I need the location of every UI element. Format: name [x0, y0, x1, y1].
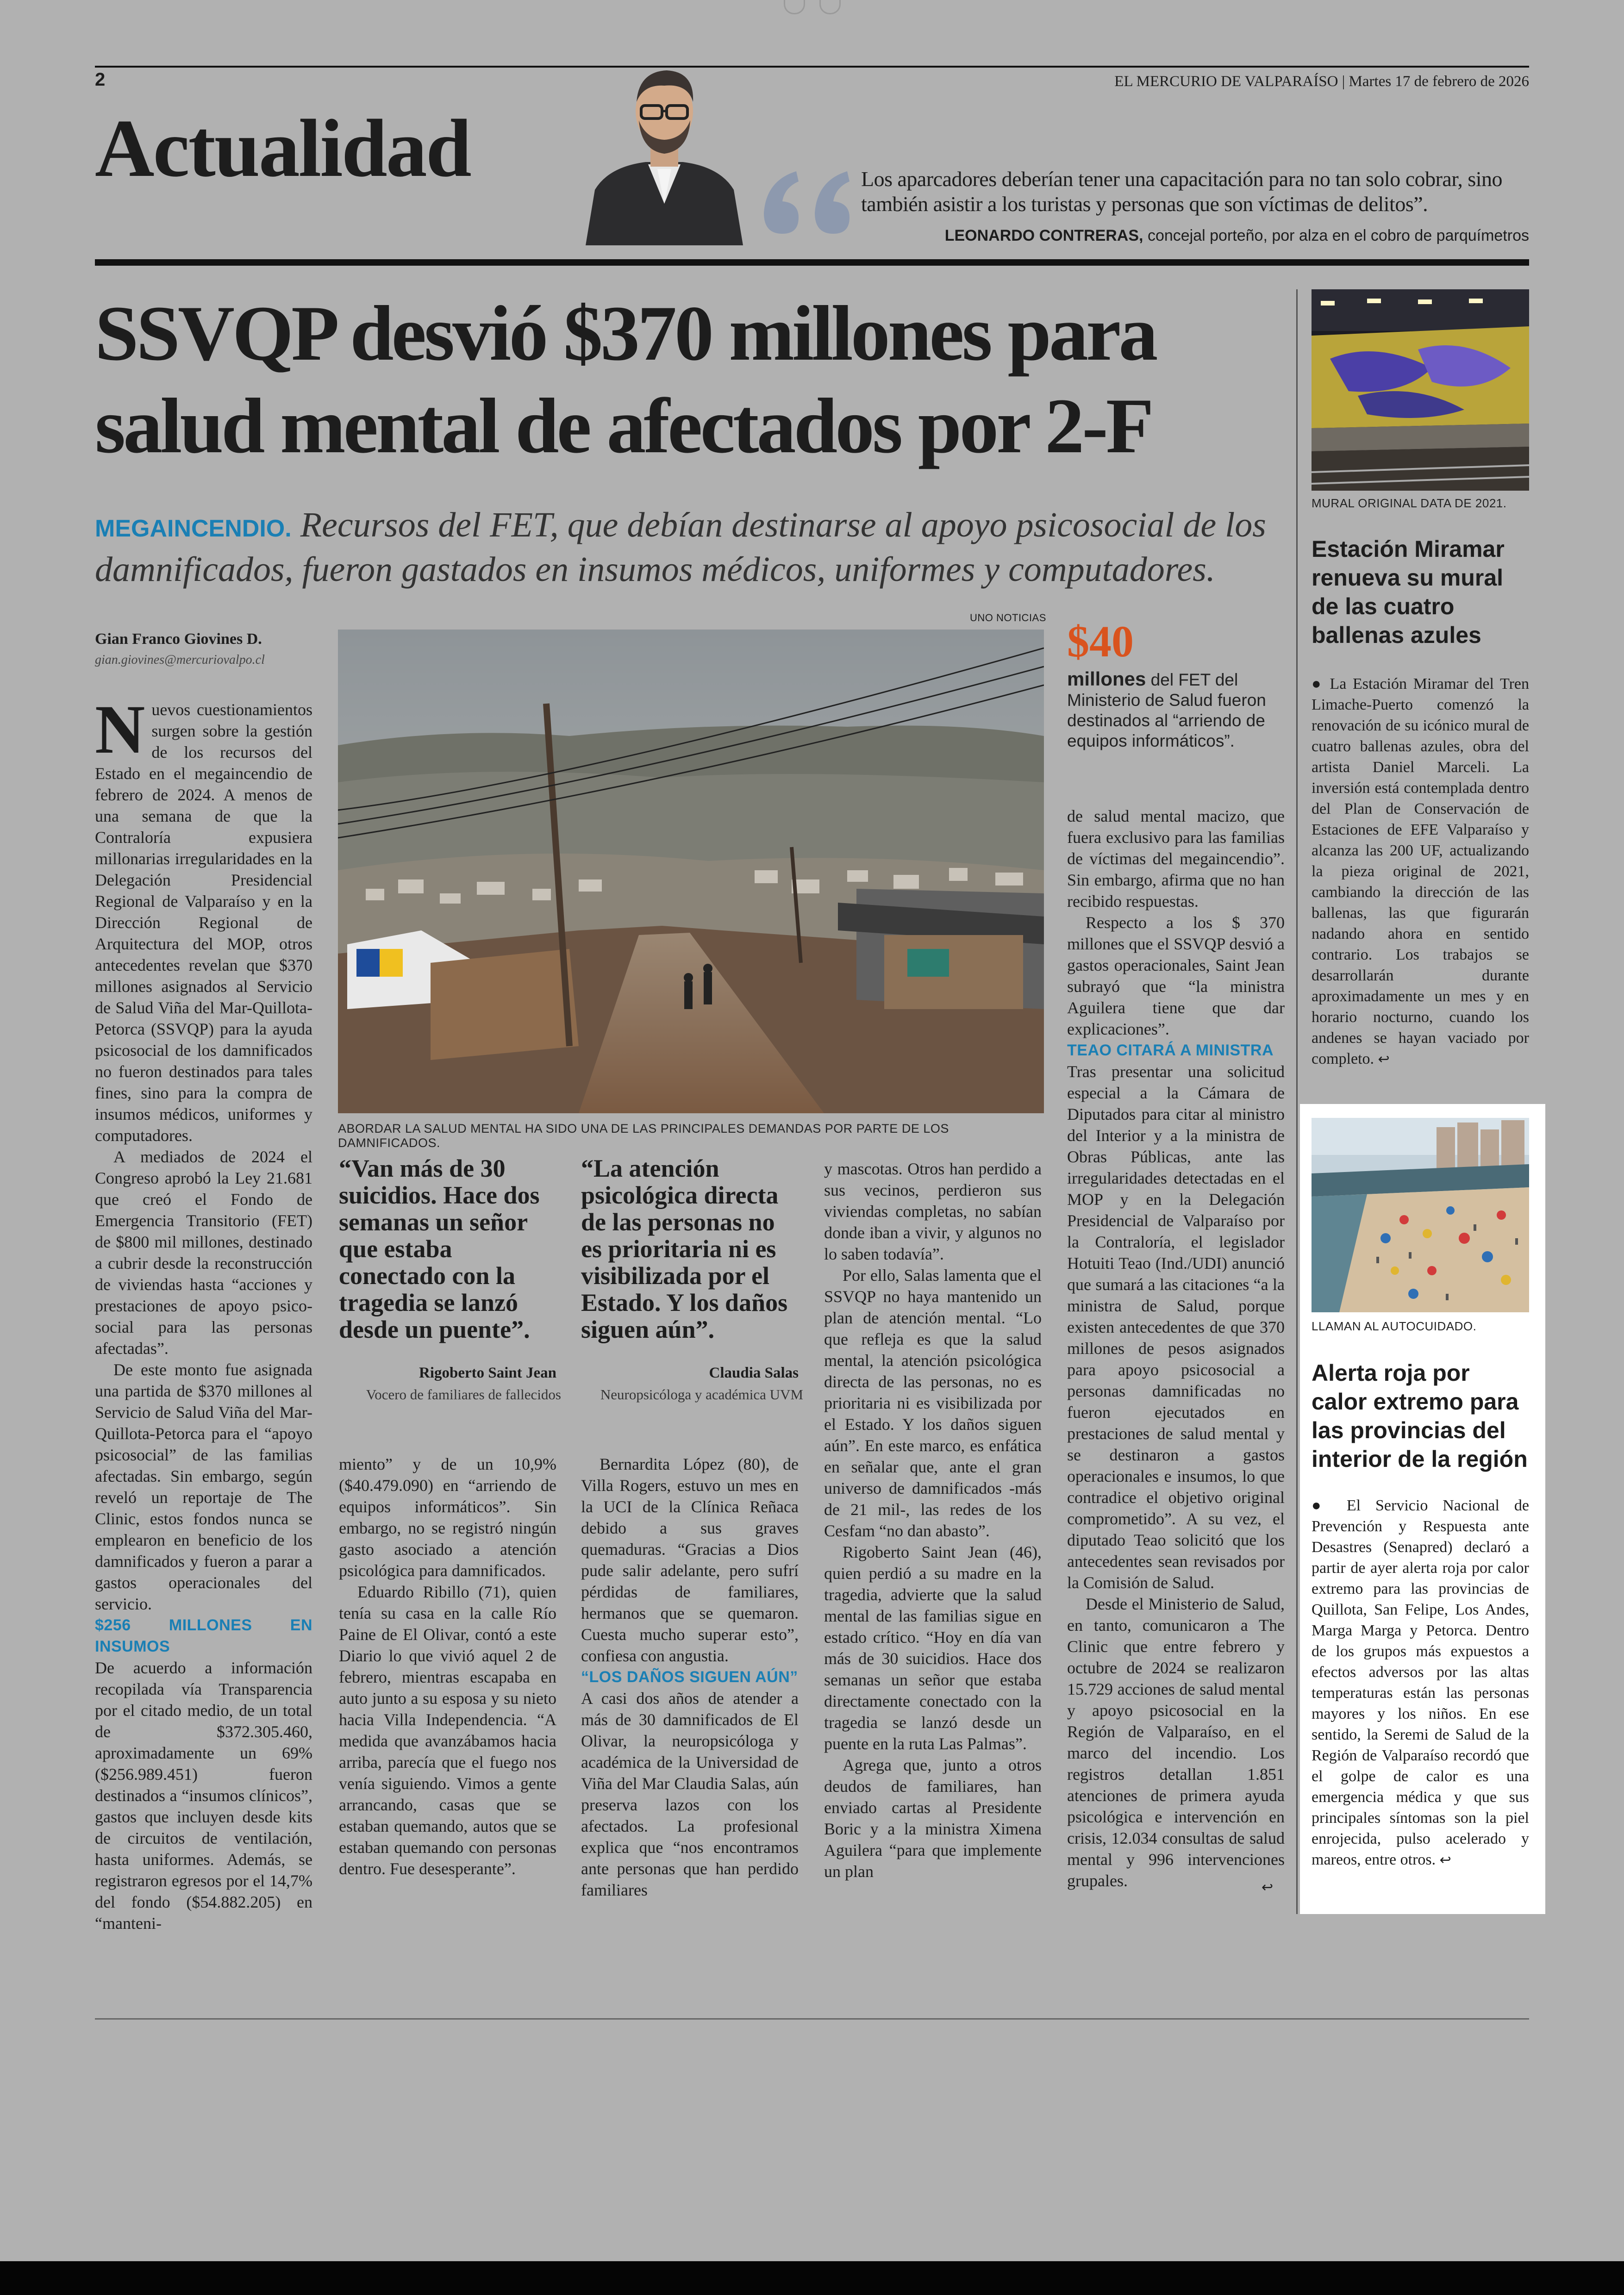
article-column-2	[339, 1453, 556, 1879]
col4-paragraph-1: y mascotas. Otros han perdido a sus vecinos, perdieron sus viviendas completas, no sabían donde iban a vivir, y algunos no lo saben todavía”.	[824, 1160, 1042, 1263]
col5-paragraph-1: de salud mental macizo, que fuera exclusivo para las familias de víctimas del megaincendio”. Sin embargo, afirma que no han recibido respuestas.	[1067, 807, 1285, 911]
subhead-danos: “LOS DAÑOS SIGUEN AÚN”	[581, 1668, 798, 1686]
sidebar2-text: El Servicio Nacional de Prevención y Respuesta ante Desastres (Senapred) declaró a partir de ayer alerta roja por calor extremo para las provincias de Quillota, San Felipe, Los Andes, Marga Marga y Petorca. Dentro de los grupos más expuestos a efectos adversos por las altas temperaturas están las personas mayores y los niños. En ese sentido, la Seremi de Salud de la Región de Valparaíso recordó que el golpe de calor es una emergencia médica y que sus principales síntomas son la piel enrojecida, pulso acelerado y mareos, entre otros.	[1312, 1497, 1529, 1868]
article-column-4	[824, 1158, 1042, 1882]
bullet-icon: ●	[1312, 675, 1330, 692]
mural-caption: MURAL ORIGINAL DATA DE 2021.	[1312, 496, 1507, 510]
end-mark-icon: ↩	[1262, 1879, 1274, 1896]
main-deck	[95, 505, 1299, 590]
col5-paragraph-3: Tras presentar una solicitud especial a la Cámara de Diputados para citar al ministro del Interior y a la ministra de Obras Públicas, ante las irregularidades detectadas en el MOP y en la Delegación Presidencial de Valparaíso por la Contraloría, el legislador Hotuiti Teao (Ind./UDI) anunció que sumará a las citaciones “a la ministra de Salud, porque existen antecedentes de que 370 millones de pesos asignados para apoyo psicosocial a personas damnificadas no fueron ejecutados en prestaciones de salud mental y se destinaron a gastos operacionales e insumos, lo que contradice el objetivo original comprometido”. A su vez, el diputado Teao solicitó que los antecedentes sean revisados por la Comisión de Salud.	[1067, 1062, 1285, 1592]
header-quote: Los aparcadores deberían tener una capacitación para no tan solo cobrar, sino también asistir a los turistas y personas que son víctimas de delitos”.	[861, 167, 1503, 216]
publication-date: EL MERCURIO DE VALPARAÍSO | Martes 17 de febrero de 2026	[1114, 73, 1529, 90]
stat-block	[1067, 669, 1282, 751]
bottom-bar	[0, 2261, 1624, 2295]
photo-credit: UNO NOTICIAS	[970, 612, 1046, 624]
stat-unit: millones	[1067, 668, 1146, 690]
sidebar2-title: Alerta roja por calor extremo para las provincias del interior de la región	[1312, 1360, 1528, 1472]
subhead-insumos: $256 MILLONES EN INSUMOS	[95, 1616, 312, 1655]
top-rule	[95, 66, 1529, 68]
bullet-icon: ●	[1312, 1497, 1347, 1514]
pull-quote-2-name: Claudia Salas	[709, 1365, 799, 1381]
article-column-3	[581, 1453, 799, 1901]
sidebar1-text: La Estación Miramar del Tren Limache-Puerto comenzó la renovación de su icónico mural de cuatro ballenas azules, obra del artista Daniel Marceli. La inversión está contemplada dentro del Plan de Conservación de Estaciones de EFE Valparaíso y alcanza las 200 UF, actualizando la pieza original de 2021, cambiando la dirección de las ballenas, las que figurarán nadando ahora en sentido contrario. Los trabajos se desarrollarán durante aproximadamente un mes y en horario nocturno, cuando los andenes se hayan vaciado por completo.	[1312, 675, 1529, 1067]
col5-paragraph-4: Desde el Ministerio de Salud, en tanto, comunicaron a The Clinic que entre febrero y octubre de 2024 se realizaron 15.729 acciones de salud mental y apoyo psicosocial en la Región de Valparaíso, en el marco del incendio. Los registros detallan 1.851 atenciones de primera ayuda psicológica e intervención en crisis, 12.034 consultas de salud mental y 996 intervenciones grupales.	[1067, 1595, 1285, 1890]
drop-cap: N	[95, 691, 145, 768]
kicker: MEGAINCENDIO.	[95, 515, 292, 542]
beach-photo	[1312, 1118, 1529, 1312]
quote-author: LEONARDO CONTRERAS,	[944, 227, 1143, 244]
col2-paragraph-2: Eduardo Ribillo (71), quien tenía su casa en la calle Río Paine de El Olivar, contó a este Diario lo que vivió aquel 2 de febrero, mientras escapaba en auto junto a su esposa y su nieto hacia Villa Independencia. “A medida que avanzábamos hacia arriba, parecía que el fuego nos venía siguiendo. Vimos a gente arrancando, casas que se estaban quemando, autos que se estaban quemando con personas dentro. Fue desesperante”.	[339, 1583, 556, 1878]
scroll-up-button[interactable]	[784, 0, 805, 14]
quote-attribution	[945, 227, 1529, 245]
col1-paragraph-4: De acuerdo a información recopilada vía Transparencia por el citado medio, de un total de $372.305.460, aproximadamente un 69% ($256.989.451) fueron destinados a “insumos clínicos”, gastos que incluyen desde kits de circuitos de ventilación, hasta uniformes. Además, se registraron egresos por el 14,7% del fondo ($54.882.205) en “manteni-	[95, 1659, 312, 1933]
col3-paragraph-2: A casi dos años de atender a más de 30 damnificados de El Olivar, la neuropsicóloga y académica de la Universidad de Viña del Mar Claudia Salas, aún preserva lazos con los afectados. La profesional explica que “nos encontramos ante personas que han perdido familiares	[581, 1689, 799, 1899]
sidebar1-body	[1312, 674, 1529, 1070]
col5-paragraph-2: Respecto a los $ 370 millones que el SSVQP desvió a gastos operacionales, Saint Jean subrayó que “la ministra Aguilera tiene que dar explicaciones”.	[1067, 913, 1285, 1038]
header-thick-rule	[95, 259, 1529, 266]
pull-quote-1-name: Rigoberto Saint Jean	[419, 1365, 556, 1381]
pull-quote-1: “Van más de 30 suicidios. Hace dos semanas un señor que estaba conectado con la tragedia se lanzó desde un puente”.	[339, 1154, 540, 1343]
col4-paragraph-2: Por ello, Salas lamenta que el SSVQP no haya mantenido un plan de atención mental. “Lo que refleja es que la salud mental, la atención psicológica directa de las personas, no es prioritaria ni es visibilizada por el Estado. Y los daños siguen aún”. En este marco, es enfática en señalar que, ante el gran universo de damnificados -más de 21 mil-, las redes de los Cesfam “no dan abasto”.	[824, 1266, 1042, 1540]
col4-paragraph-4: Agrega que, junto a otros deudos de familiares, han enviado cartas al Presidente Boric y a la ministra Ximena Aguilera “para que implemente un plan	[824, 1756, 1042, 1881]
deck-text: Recursos del FET, que debían destinarse al apoyo psicosocial de los damnificados, fueron gastados en insumos médicos, uniformes y computadores.	[95, 505, 1266, 589]
quote-role: concejal porteño, por alza en el cobro de parquímetros	[1147, 227, 1529, 244]
pull-quote-2-role: Neuropsicóloga y académica UVM	[600, 1386, 803, 1403]
article-column-1	[95, 691, 312, 1934]
end-mark-icon: ↩	[1378, 1051, 1390, 1067]
beach-caption: LLAMAN AL AUTOCUIDADO.	[1312, 1319, 1477, 1333]
col3-paragraph-1: Bernardita López (80), de Villa Rogers, estuvo un mes en la UCI de la Clínica Reñaca debido a sus graves quemaduras. “Gracias a Dios pude salir adelante, pero sufrí pérdidas de familiares, hermanos que se quemaron. Cuesta mucho superar esto”, confiesa con angustia.	[581, 1455, 799, 1665]
col1-paragraph-3: De este monto fue asignada una partida de $370 millones al Servicio de Salud Viña del Mar-Quillota-Petorca para el “apoyo psicosocial” de las familias afectadas. Sin embargo, según reveló un reportaje de The Clinic, estos fondos nunca se emplearon en beneficio de los damnificados y fueron a parar a gastos operacionales del servicio.	[95, 1360, 312, 1613]
col1-paragraph-1: uevos cuestionamientos surgen sobre la gestión de los recursos del Estado en el megaincendio de febrero de 2024. A menos de una semana de que la Contraloría expusiera millonarias irregularidades en la Delegación Presidencial Regional de Valparaíso y en la Dirección Regional de Arquitectura del MOP, otros antecedentes revelan que $370 millones asignados al Servicio de Salud Viña del Mar-Quillota-Petorca (SSVQP) para la ayuda psicosocial de los damnificados no fueron destinados para tales fines, sino para la compra de insumos médicos, uniformes y computadores.	[95, 700, 312, 1145]
sidebar1-title: Estación Miramar renueva su mural de las cuatro ballenas azules	[1312, 536, 1505, 648]
end-mark-icon: ↩	[1439, 1852, 1451, 1868]
quote-mark-icon	[752, 153, 859, 245]
scroll-down-button[interactable]	[819, 0, 841, 14]
mural-photo	[1312, 289, 1529, 491]
col2-paragraph-1: miento” y de un 10,9% ($40.479.090) en “arriendo de equipos informáticos”. Sin embargo, no se registró ningún gasto asociado a atención psicológica para damnificados.	[339, 1455, 556, 1580]
author-email: gian.giovines@mercuriovalpo.cl	[95, 653, 265, 667]
col4-paragraph-3: Rigoberto Saint Jean (46), quien perdió a su madre en la tragedia, advierte que la salud mental de las familias sigue en estado crítico. “Hoy en día van más de 30 suicidios. Hace dos semanas un señor que estaba directamente conectado con la tragedia se lanzó desde un puente en la ruta Las Palmas”.	[824, 1543, 1042, 1753]
main-headline: SSVQP desvió $370 millones para salud mental de afectados por 2-F	[95, 290, 1156, 469]
page-number: 2	[95, 69, 106, 90]
article-column-5	[1067, 805, 1285, 1891]
section-title: Actualidad	[95, 102, 470, 194]
pull-quote-1-role: Vocero de familiares de fallecidos	[366, 1386, 561, 1403]
author-name: Gian Franco Giovines D.	[95, 630, 262, 648]
bottom-rule	[95, 2018, 1529, 2020]
sidebar2-body	[1312, 1495, 1529, 1871]
pull-quote-2: “La atención psicológica directa de las personas no es prioritaria ni es visibilizada por el Estado. Y los daños siguen aún”.	[581, 1154, 788, 1343]
col1-paragraph-2: A mediados de 2024 el Congreso aprobó la Ley 21.681 que creó el Fondo de Emergencia Transitorio (FET) de $800 mil millones, destinado a cubrir desde la reconstrucción de viviendas hasta “acciones y prestaciones de apoyo psico-social para las personas afectadas”.	[95, 1148, 312, 1358]
stat-value: $40	[1067, 617, 1134, 666]
subhead-teao: TEAO CITARÁ A MINISTRA	[1067, 1041, 1274, 1059]
columnist-photo	[567, 51, 762, 245]
main-photo	[338, 630, 1044, 1113]
sidebar-divider	[1296, 289, 1298, 1914]
stat-text: del FET del Ministerio de Salud fueron destinados al “arriendo de equipos informáticos”.	[1067, 670, 1266, 750]
photo-caption: ABORDAR LA SALUD MENTAL HA SIDO UNA DE LAS PRINCIPALES DEMANDAS POR PARTE DE LOS DAMNIFICADOS.	[338, 1122, 949, 1150]
